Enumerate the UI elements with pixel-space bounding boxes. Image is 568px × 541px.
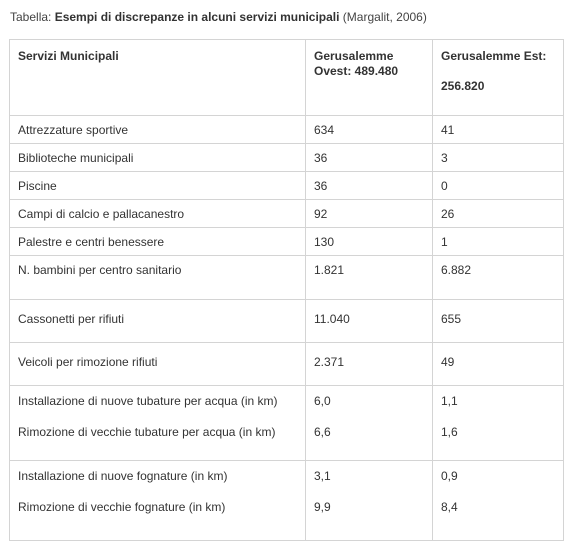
- row-label: N. bambini per centro sanitario: [10, 256, 306, 300]
- services-table: [9, 39, 564, 541]
- row-label: Campi di calcio e pallacanestro: [10, 200, 306, 228]
- table-row: [10, 343, 564, 386]
- row-pair-labels: [10, 461, 306, 541]
- table-row: [10, 144, 564, 172]
- row-east-value: 0: [433, 172, 564, 200]
- table-row-pair: [10, 461, 564, 541]
- table-header-row: [10, 40, 564, 116]
- caption-source: (Margalit, 2006): [339, 10, 427, 24]
- row-west-value: 6,6: [314, 425, 331, 439]
- row-label: Palestre e centri benessere: [10, 228, 306, 256]
- table-row: [10, 116, 564, 144]
- row-east-value: 6.882: [433, 256, 564, 300]
- row-pair-east-values: [433, 461, 564, 541]
- row-west-value: 11.040: [306, 300, 433, 343]
- header-services: Servizi Municipali: [10, 40, 306, 116]
- row-east-value: 1: [433, 228, 564, 256]
- row-west-value: 36: [306, 144, 433, 172]
- row-west-value: 3,1: [314, 469, 331, 483]
- row-west-value: 634: [306, 116, 433, 144]
- row-east-value: 41: [433, 116, 564, 144]
- table-row-pair: [10, 386, 564, 461]
- row-east-value: 655: [433, 300, 564, 343]
- row-pair-west-values: [306, 461, 433, 541]
- row-label: Piscine: [10, 172, 306, 200]
- row-label: Installazione di nuove tubature per acqua (in km): [18, 394, 278, 408]
- row-label: Attrezzature sportive: [10, 116, 306, 144]
- table-row: [10, 300, 564, 343]
- row-pair-east-values: [433, 386, 564, 461]
- row-label: Rimozione di vecchie fognature (in km): [18, 500, 226, 514]
- row-west-value: 9,9: [314, 500, 331, 514]
- row-west-value: 2.371: [306, 343, 433, 386]
- row-pair-west-values: [306, 386, 433, 461]
- header-east-jerusalem: [433, 40, 564, 116]
- row-east-value: 1,1: [441, 394, 458, 408]
- row-label: Veicoli per rimozione rifiuti: [10, 343, 306, 386]
- table-caption: [10, 10, 427, 24]
- row-west-value: 130: [306, 228, 433, 256]
- row-pair-labels: [10, 386, 306, 461]
- table-row: [10, 200, 564, 228]
- row-west-value: 6,0: [314, 394, 331, 408]
- table-row: [10, 172, 564, 200]
- row-west-value: 92: [306, 200, 433, 228]
- header-east-label: Gerusalemme Est:: [441, 49, 547, 63]
- caption-title: Esempi di discrepanze in alcuni servizi municipali: [54, 10, 340, 24]
- row-label: Rimozione di vecchie tubature per acqua (in km): [18, 425, 276, 439]
- row-east-value: 26: [433, 200, 564, 228]
- header-east-population: 256.820: [441, 79, 485, 93]
- row-east-value: 49: [433, 343, 564, 386]
- row-east-value: 3: [433, 144, 564, 172]
- row-west-value: 1.821: [306, 256, 433, 300]
- table-row: [10, 256, 564, 300]
- row-east-value: 1,6: [441, 425, 458, 439]
- header-west-jerusalem: Gerusalemme Ovest: 489.480: [306, 40, 433, 116]
- row-west-value: 36: [306, 172, 433, 200]
- row-label: Cassonetti per rifiuti: [10, 300, 306, 343]
- row-label: Installazione di nuove fognature (in km): [18, 469, 228, 483]
- row-east-value: 8,4: [441, 500, 458, 514]
- table-row: [10, 228, 564, 256]
- row-label: Biblioteche municipali: [10, 144, 306, 172]
- caption-prefix: Tabella:: [10, 10, 55, 24]
- row-east-value: 0,9: [441, 469, 458, 483]
